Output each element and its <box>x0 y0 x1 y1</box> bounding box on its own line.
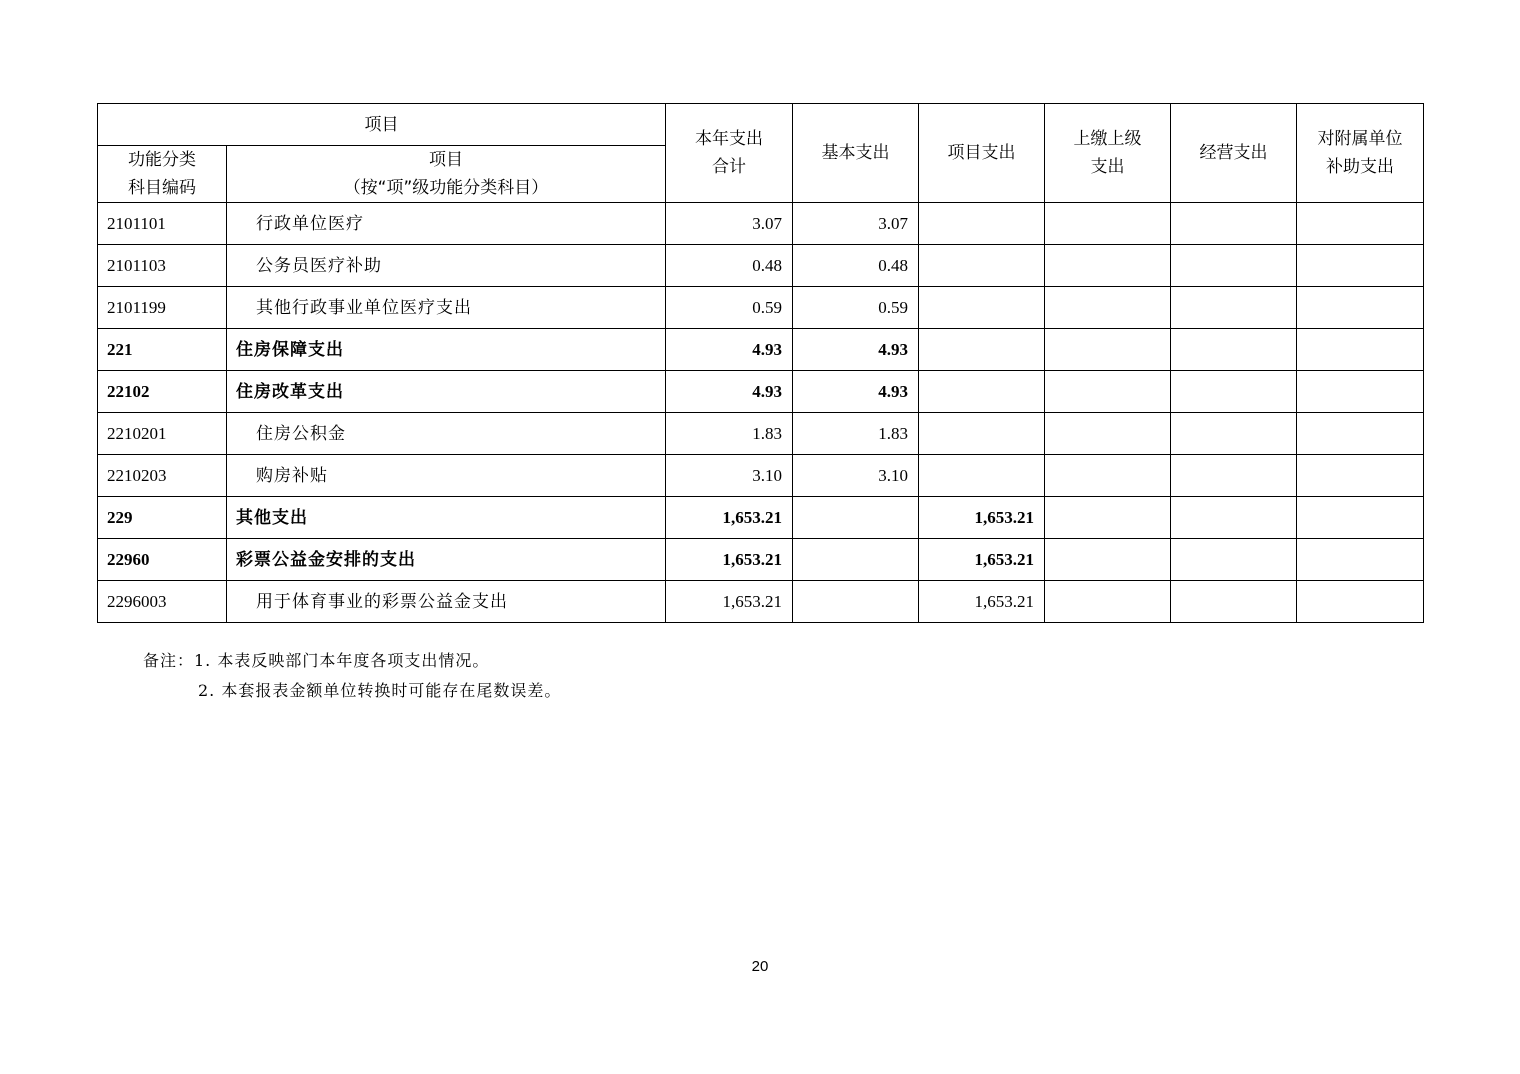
header-name-line1: 项目 <box>429 150 463 170</box>
row-subsidy <box>1297 497 1424 539</box>
row-operating <box>1171 455 1297 497</box>
row-subsidy <box>1297 329 1424 371</box>
row-total: 0.48 <box>666 245 793 287</box>
table-row <box>98 539 1424 581</box>
row-upper <box>1045 539 1171 581</box>
row-total: 3.07 <box>666 203 793 245</box>
row-project <box>919 203 1045 245</box>
row-operating <box>1171 413 1297 455</box>
header-upper-line2: 支出 <box>1090 157 1125 177</box>
table-row <box>98 371 1424 413</box>
row-operating <box>1171 581 1297 623</box>
header-subsidy <box>1297 104 1424 203</box>
row-basic: 4.93 <box>793 329 919 371</box>
row-name: 住房改革支出 <box>227 371 666 413</box>
row-name: 购房补贴 <box>227 455 666 497</box>
row-upper <box>1045 413 1171 455</box>
note-line-2: 2. 本套报表金额单位转换时可能存在尾数误差。 <box>198 681 562 700</box>
header-total-line1: 本年支出 <box>695 129 763 149</box>
table-row <box>98 329 1424 371</box>
row-upper <box>1045 455 1171 497</box>
table-row <box>98 245 1424 287</box>
row-project: 1,653.21 <box>919 539 1045 581</box>
row-name: 住房保障支出 <box>227 329 666 371</box>
row-upper <box>1045 287 1171 329</box>
header-name <box>227 146 666 203</box>
note-line-1: 备注：1. 本表反映部门本年度各项支出情况。 <box>143 651 490 670</box>
row-total: 4.93 <box>666 329 793 371</box>
header-code-line1: 功能分类 <box>128 150 196 170</box>
table-notes <box>143 646 561 706</box>
table-row <box>98 581 1424 623</box>
row-name: 其他支出 <box>227 497 666 539</box>
table-row <box>98 287 1424 329</box>
row-operating <box>1171 329 1297 371</box>
row-project: 1,653.21 <box>919 497 1045 539</box>
row-operating <box>1171 203 1297 245</box>
row-basic: 3.10 <box>793 455 919 497</box>
header-total <box>666 104 793 203</box>
header-operating: 经营支出 <box>1171 104 1297 203</box>
row-code: 22102 <box>98 371 227 413</box>
row-total: 1,653.21 <box>666 539 793 581</box>
header-subsidy-line2: 补助支出 <box>1326 157 1394 177</box>
row-upper <box>1045 245 1171 287</box>
row-upper <box>1045 329 1171 371</box>
header-upper <box>1045 104 1171 203</box>
table-row <box>98 497 1424 539</box>
header-name-line2: （按“项”级功能分类科目） <box>343 178 549 198</box>
row-project <box>919 413 1045 455</box>
row-basic <box>793 497 919 539</box>
row-code: 22960 <box>98 539 227 581</box>
row-basic: 1.83 <box>793 413 919 455</box>
page-number: 20 <box>751 958 769 975</box>
row-project <box>919 371 1045 413</box>
row-total: 1,653.21 <box>666 581 793 623</box>
row-code: 2210201 <box>98 413 227 455</box>
row-subsidy <box>1297 287 1424 329</box>
row-code: 221 <box>98 329 227 371</box>
row-subsidy <box>1297 581 1424 623</box>
row-basic: 0.59 <box>793 287 919 329</box>
row-total: 4.93 <box>666 371 793 413</box>
row-upper <box>1045 371 1171 413</box>
row-project <box>919 245 1045 287</box>
table-row <box>98 455 1424 497</box>
row-name: 住房公积金 <box>227 413 666 455</box>
row-name: 彩票公益金安排的支出 <box>227 539 666 581</box>
row-total: 3.10 <box>666 455 793 497</box>
row-name: 公务员医疗补助 <box>227 245 666 287</box>
table-row <box>98 413 1424 455</box>
header-upper-line1: 上缴上级 <box>1073 129 1142 149</box>
row-project <box>919 329 1045 371</box>
row-basic: 4.93 <box>793 371 919 413</box>
header-code <box>98 146 227 203</box>
row-code: 2101101 <box>98 203 227 245</box>
row-upper <box>1045 203 1171 245</box>
row-name: 行政单位医疗 <box>227 203 666 245</box>
row-project: 1,653.21 <box>919 581 1045 623</box>
table-row <box>98 203 1424 245</box>
row-upper <box>1045 497 1171 539</box>
row-code: 2296003 <box>98 581 227 623</box>
header-project: 项目支出 <box>919 104 1045 203</box>
header-subsidy-line1: 对附属单位 <box>1317 129 1403 149</box>
row-operating <box>1171 539 1297 581</box>
row-code: 229 <box>98 497 227 539</box>
expenditure-table <box>97 103 1424 623</box>
row-code: 2210203 <box>98 455 227 497</box>
row-operating <box>1171 245 1297 287</box>
row-basic: 0.48 <box>793 245 919 287</box>
header-project-group: 项目 <box>98 104 666 146</box>
row-basic: 3.07 <box>793 203 919 245</box>
row-code: 2101103 <box>98 245 227 287</box>
row-total: 0.59 <box>666 287 793 329</box>
row-subsidy <box>1297 203 1424 245</box>
header-code-line2: 科目编码 <box>128 178 196 198</box>
row-subsidy <box>1297 413 1424 455</box>
row-operating <box>1171 371 1297 413</box>
row-subsidy <box>1297 371 1424 413</box>
row-basic <box>793 581 919 623</box>
row-operating <box>1171 287 1297 329</box>
row-basic <box>793 539 919 581</box>
row-code: 2101199 <box>98 287 227 329</box>
row-project <box>919 455 1045 497</box>
row-upper <box>1045 581 1171 623</box>
row-name: 其他行政事业单位医疗支出 <box>227 287 666 329</box>
row-subsidy <box>1297 539 1424 581</box>
header-row-1 <box>98 104 1424 146</box>
header-basic: 基本支出 <box>793 104 919 203</box>
row-subsidy <box>1297 455 1424 497</box>
row-subsidy <box>1297 245 1424 287</box>
row-total: 1,653.21 <box>666 497 793 539</box>
row-total: 1.83 <box>666 413 793 455</box>
row-name: 用于体育事业的彩票公益金支出 <box>227 581 666 623</box>
header-total-line2: 合计 <box>712 157 746 177</box>
row-project <box>919 287 1045 329</box>
row-operating <box>1171 497 1297 539</box>
